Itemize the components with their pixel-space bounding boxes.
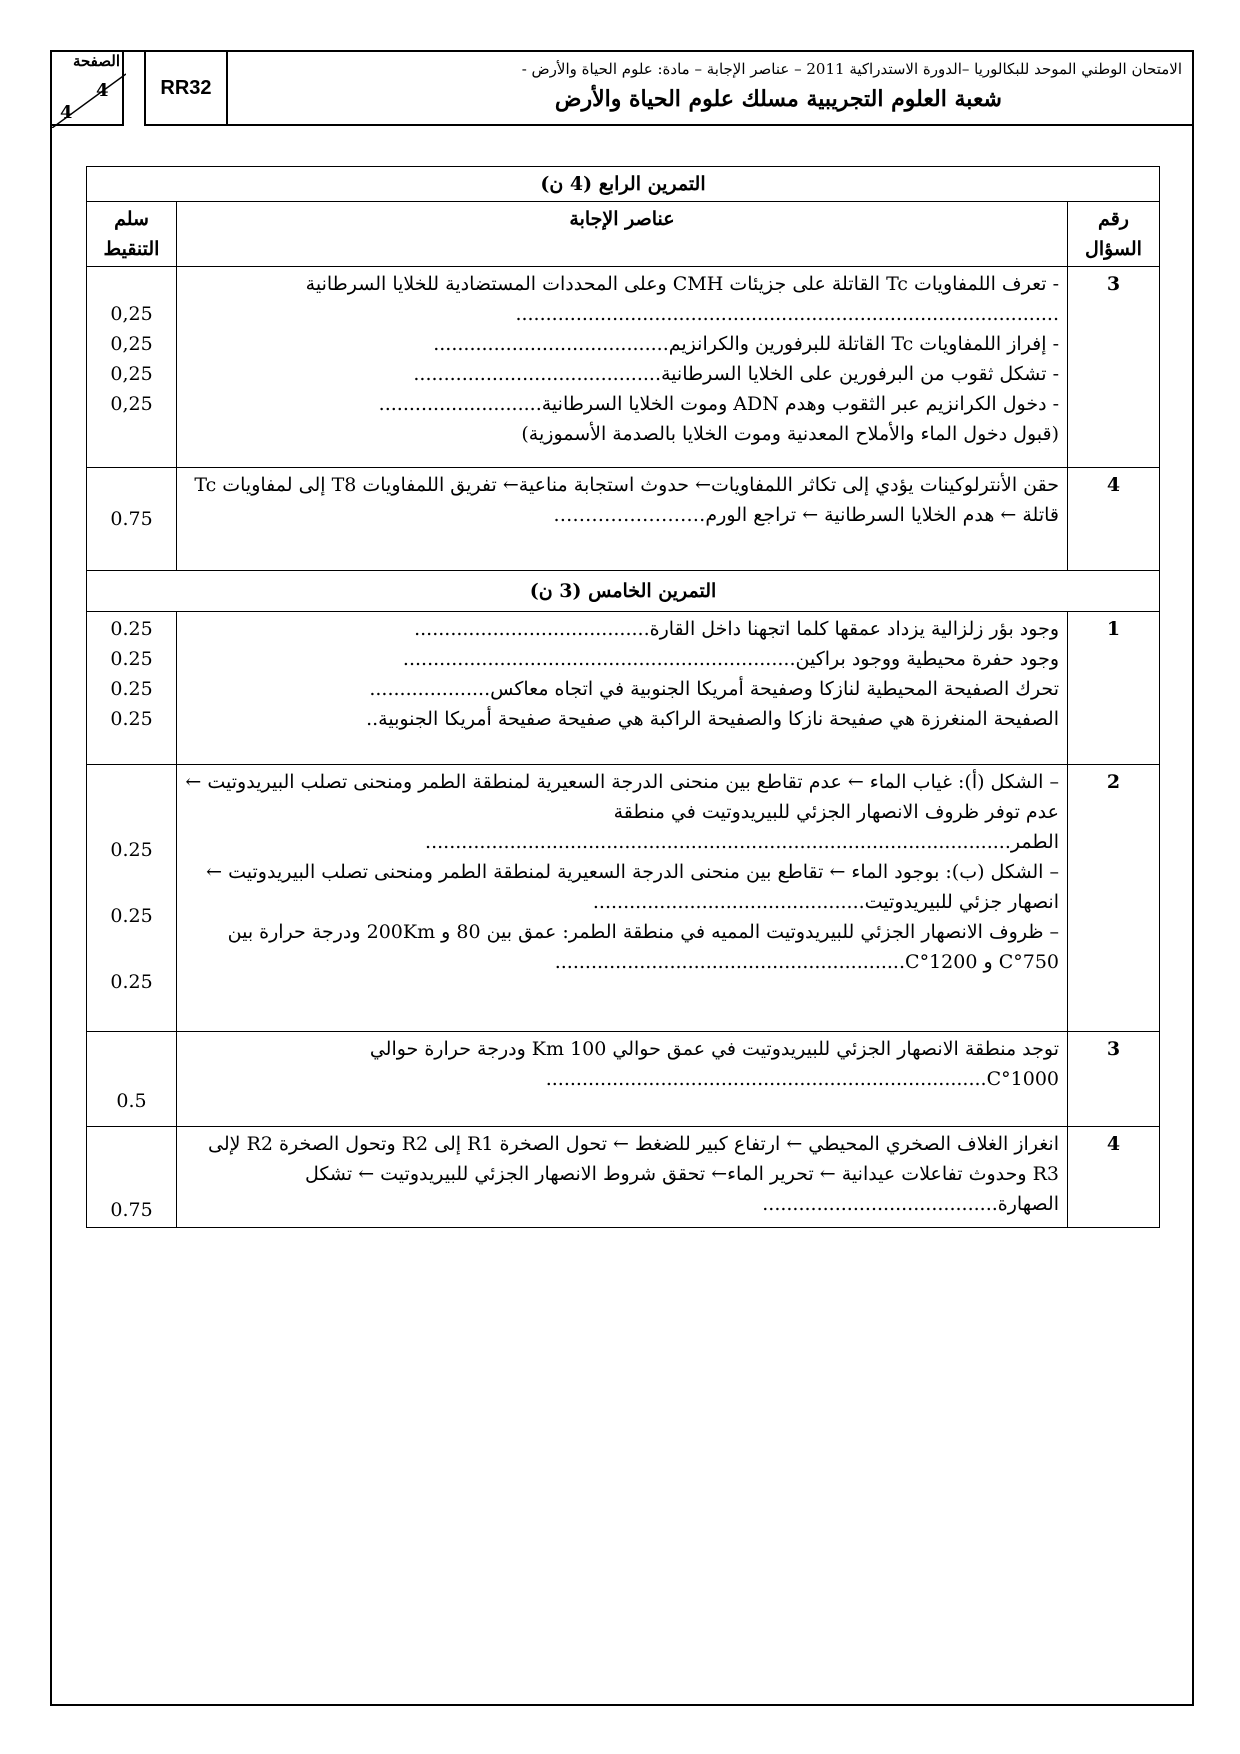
answer-cell — [177, 267, 1068, 468]
answer-line: - تشكل ثقوب من البرفورين على الخلايا السرطانية......................................... — [413, 363, 1059, 385]
title-box — [226, 50, 1194, 126]
answer-line: وجود حفرة محيطية ووجود براكين................................................................. — [402, 648, 1059, 670]
points-value: 0.25 — [110, 648, 153, 670]
points-value: 0.75 — [110, 508, 153, 530]
answer-line: – الشكل (أ): غياب الماء ← عدم تقاطع بين منحنى الدرجة السعيرية لمنطقة الطمر ومنحنى تصلب البيريدوتيت ← عدم توفر ظروف الانصهار الجزئي للبيريدوتيت في منطقة الطمر................................................................................................. — [185, 771, 1059, 853]
points-value: 0.25 — [110, 971, 153, 993]
answer-cell — [177, 1032, 1068, 1127]
page-number-box — [50, 50, 124, 126]
col-question-number: رقم السؤال — [1068, 202, 1160, 267]
answer-cell — [177, 765, 1068, 1032]
points-cell — [87, 468, 177, 571]
col-points: سلم التنقيط — [87, 202, 177, 267]
answer-line: – الشكل (ب): بوجود الماء ← تقاطع بين منحنى الدرجة السعيرية لمنطقة الطمر ومنحنى تصلب البيريدوتيت ← انصهار جزئي للبيريدوتيت............................................. — [206, 861, 1059, 913]
question-number: 3 — [1068, 1032, 1160, 1127]
col-answer-elements: عناصر الإجابة — [177, 202, 1068, 267]
answer-line: (قبول دخول الماء والأملاح المعدنية وموت الخلايا بالصدمة الأسموزية) — [521, 423, 1059, 445]
answer-table — [86, 166, 1160, 1228]
points-cell — [87, 765, 177, 1032]
answer-line: - تعرف اللمفاويات Tc القاتلة على جزيئات CMH وعلى المحددات المستضادية للخلايا السرطانية .......................................................................................... — [305, 273, 1059, 325]
table-row — [87, 612, 1160, 765]
question-number: 1 — [1068, 612, 1160, 765]
points-value: 0,25 — [110, 303, 153, 325]
points-value: 0,25 — [110, 363, 153, 385]
answer-line: تحرك الصفيحة المحيطية لنازكا وصفيحة أمريكا الجنوبية في اتجاه معاكس.................... — [369, 678, 1059, 700]
answer-line: الصفيحة المنغرزة هي صفيحة نازكا والصفيحة الراكبة هي صفيحة صفيحة أمريكا الجنوبية.. — [366, 708, 1059, 730]
answer-line: وجود بؤر زلزالية يزداد عمقها كلما اتجهنا داخل القارة....................................... — [414, 618, 1059, 640]
points-cell — [87, 267, 177, 468]
points-cell — [87, 1032, 177, 1127]
answer-cell — [177, 612, 1068, 765]
question-number: 3 — [1068, 267, 1160, 468]
points-cell — [87, 612, 177, 765]
points-cell — [87, 1127, 177, 1228]
answer-line: انغراز الغلاف الصخري المحيطي ← ارتفاع كبير للضغط ← تحول الصخرة R1 إلى R2 وتحول الصخرة R2 لإلى R3 وحدوث تفاعلات عيدانية ← تحرير الماء← تحقق شروط الانصهار الجزئي للبيريدوتيت ← تشكل الصهارة....................................... — [208, 1133, 1059, 1215]
answer-line: توجد منطقة الانصهار الجزئي للبيريدوتيت في عمق حوالي 100 Km ودرجة حرارة حوالي 1000°C......................................................................... — [369, 1038, 1059, 1090]
page-total: 4 — [60, 102, 73, 123]
answer-line: – ظروف الانصهار الجزئي للبيريدوتيت المميه في منطقة الطمر: عمق بين 80 و 200Km ودرجة حرارة بين 750°C و 1200°C.......................................................... — [227, 921, 1059, 973]
page-current: 4 — [96, 80, 109, 101]
answer-line: - إفراز اللمفاويات Tc القاتلة للبرفورين والكرانزيم....................................... — [433, 333, 1059, 355]
branch-title: شعبة العلوم التجريبية مسلك علوم الحياة والأرض — [554, 86, 1002, 112]
points-value: 0.5 — [116, 1090, 147, 1112]
points-value: 0,25 — [110, 333, 153, 355]
points-value: 0.25 — [110, 618, 153, 640]
points-value: 0.25 — [110, 678, 153, 700]
question-number: 4 — [1068, 468, 1160, 571]
exercise5-title: التمرين الخامس (3 ن) — [87, 571, 1160, 612]
page-label: الصفحة — [72, 52, 120, 70]
points-value: 0,25 — [110, 393, 153, 415]
exercise4-title: التمرين الرابع (4 ن) — [87, 167, 1160, 202]
table-row — [87, 468, 1160, 571]
points-value: 0.75 — [110, 1199, 153, 1221]
table-row — [87, 1127, 1160, 1228]
question-number: 2 — [1068, 765, 1160, 1032]
table-row — [87, 765, 1160, 1032]
points-value: 0.25 — [110, 708, 153, 730]
answer-line: - دخول الكرانزيم عبر الثقوب وهدم ADN وموت الخلايا السرطانية........................... — [378, 393, 1059, 415]
exam-code: RR32 — [144, 50, 228, 126]
exam-header-line: الامتحان الوطني الموحد للبكالوريا –الدورة الاستدراكية 2011 – عناصر الإجابة – مادة: علوم الحياة والأرض - — [521, 60, 1182, 78]
table-row — [87, 1032, 1160, 1127]
answer-line: حقن الأنترلوكينات يؤدي إلى تكاثر اللمفاويات← حدوث استجابة مناعية← تفريق اللمفاويات T8 إلى لمفاويات Tc قاتلة ← هدم الخلايا السرطانية ← تراجع الورم…………………… — [194, 474, 1059, 526]
answer-cell — [177, 1127, 1068, 1228]
points-value: 0.25 — [110, 905, 153, 927]
table-row — [87, 267, 1160, 468]
answer-cell — [177, 468, 1068, 571]
points-value — [95, 269, 168, 299]
points-value: 0.25 — [110, 839, 153, 861]
question-number: 4 — [1068, 1127, 1160, 1228]
